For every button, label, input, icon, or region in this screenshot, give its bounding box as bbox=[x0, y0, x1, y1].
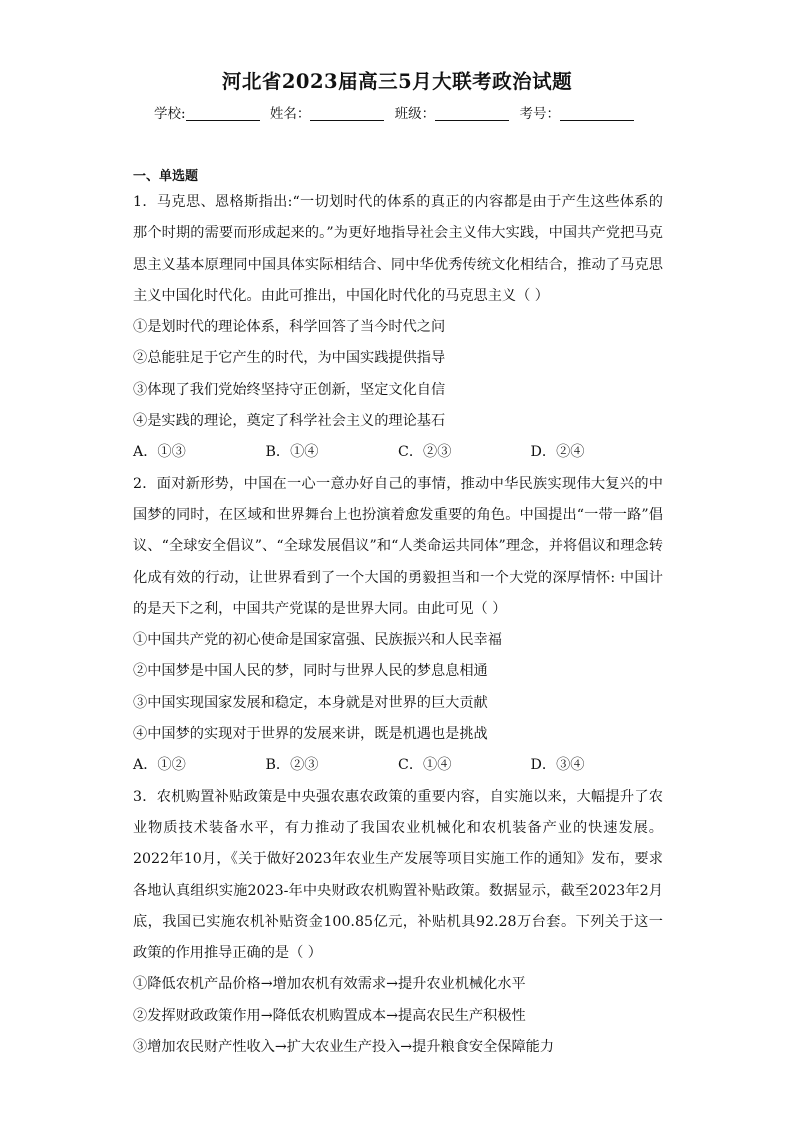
answer-choices bbox=[133, 750, 663, 781]
question-option: ①中国共产党的初心使命是国家富强、民族振兴和人民幸福 bbox=[133, 632, 502, 649]
exam-title: 河北省2023届高三5月大联考政治试题 bbox=[221, 70, 573, 93]
question-option: ①降低农机产品价格→增加农机有效需求→提升农业机械化水平 bbox=[133, 976, 526, 993]
question-2 bbox=[133, 469, 663, 782]
choice-d[interactable]: D．②④ bbox=[530, 444, 585, 461]
question-3 bbox=[133, 782, 663, 1064]
question-option: ③体现了我们党始终坚持守正创新，坚定文化自信 bbox=[133, 381, 446, 398]
question-option: ④是实践的理论，奠定了科学社会主义的理论基石 bbox=[133, 413, 446, 430]
name-label: 姓名： bbox=[269, 106, 311, 122]
number-label: 考号： bbox=[519, 106, 560, 122]
number-blank[interactable] bbox=[560, 106, 634, 121]
class-label: 班级： bbox=[394, 106, 436, 122]
question-option: ②发挥财政政策作用→降低农机购置成本→提高农民生产积极性 bbox=[133, 1007, 526, 1024]
choice-d[interactable]: D．③④ bbox=[530, 757, 585, 774]
school-label: 学校: bbox=[154, 106, 186, 122]
question-option: ②中国梦是中国人民的梦，同时与世界人民的梦息息相通 bbox=[133, 663, 488, 680]
question-1 bbox=[133, 187, 663, 469]
question-stem: 2．面对新形势，中国在一心一意办好自己的事情，推动中华民族实现伟大复兴的中国梦的同时，在区域和世界舞台上也扮演着愈发重要的角色。中国提出“一带一路”倡议、“全球安全倡议”、“全球发展倡议”和“人类命运共同体”理念，并将倡议和理念转化成有效的行动，让世界看到了一个大国的勇毅担当和一个大党的深厚情怀: 中国计的是天下之利，中国共产党谋的是世界大同。由此可见（ ） bbox=[133, 475, 663, 617]
choice-a[interactable]: A．①③ bbox=[133, 444, 186, 461]
choice-a[interactable]: A．①② bbox=[133, 757, 186, 774]
class-blank[interactable] bbox=[435, 106, 509, 121]
section-title: 一、单选题 bbox=[133, 169, 199, 184]
question-option: ③中国实现国家发展和稳定，本身就是对世界的巨大贡献 bbox=[133, 694, 488, 711]
student-info-line bbox=[0, 102, 794, 122]
questions-content bbox=[133, 187, 663, 1063]
choice-c[interactable]: C．②③ bbox=[398, 444, 452, 461]
choice-b[interactable]: B．②③ bbox=[265, 757, 319, 774]
name-blank[interactable] bbox=[310, 106, 384, 121]
question-option: ②总能驻足于它产生的时代，为中国实践提供指导 bbox=[133, 350, 446, 367]
question-option: ③增加农民财产性收入→扩大农业生产投入→提升粮食安全保障能力 bbox=[133, 1039, 555, 1056]
question-stem: 1．马克思、恩格斯指出:“一切划时代的体系的真正的内容都是由于产生这些体系的那个时期的需要而形成起来的。”为更好地指导社会主义伟大实践，中国共产党把马克思主义基本原理同中国具体实际相结合、同中华优秀传统文化相结合，推动了马克思主义中国化时代化。由此可推出，中国化时代化的马克思主义（ ） bbox=[133, 194, 663, 304]
choice-b[interactable]: B．①④ bbox=[265, 444, 319, 461]
question-stem: 3．农机购置补贴政策是中央强农惠农政策的重要内容，自实施以来，大幅提升了农业物质技术装备水平，有力推动了我国农业机械化和农机装备产业的快速发展。2022年10月，《关于做好2023年农业生产发展等项目实施工作的通知》发布，要求各地认真组织实施2023-年中央财政农机购置补贴政策。数据显示，截至2023年2月底，我国已实施农机补贴资金100.85亿元，补贴机具92.28万台套。下列关于这一政策的作用推导正确的是（ ） bbox=[133, 788, 663, 962]
school-blank[interactable] bbox=[186, 106, 260, 121]
question-option: ①是划时代的理论体系，科学回答了当今时代之问 bbox=[133, 319, 446, 336]
question-option: ④中国梦的实现对于世界的发展来讲，既是机遇也是挑战 bbox=[133, 726, 488, 743]
answer-choices bbox=[133, 437, 663, 468]
choice-c[interactable]: C．①④ bbox=[398, 757, 452, 774]
